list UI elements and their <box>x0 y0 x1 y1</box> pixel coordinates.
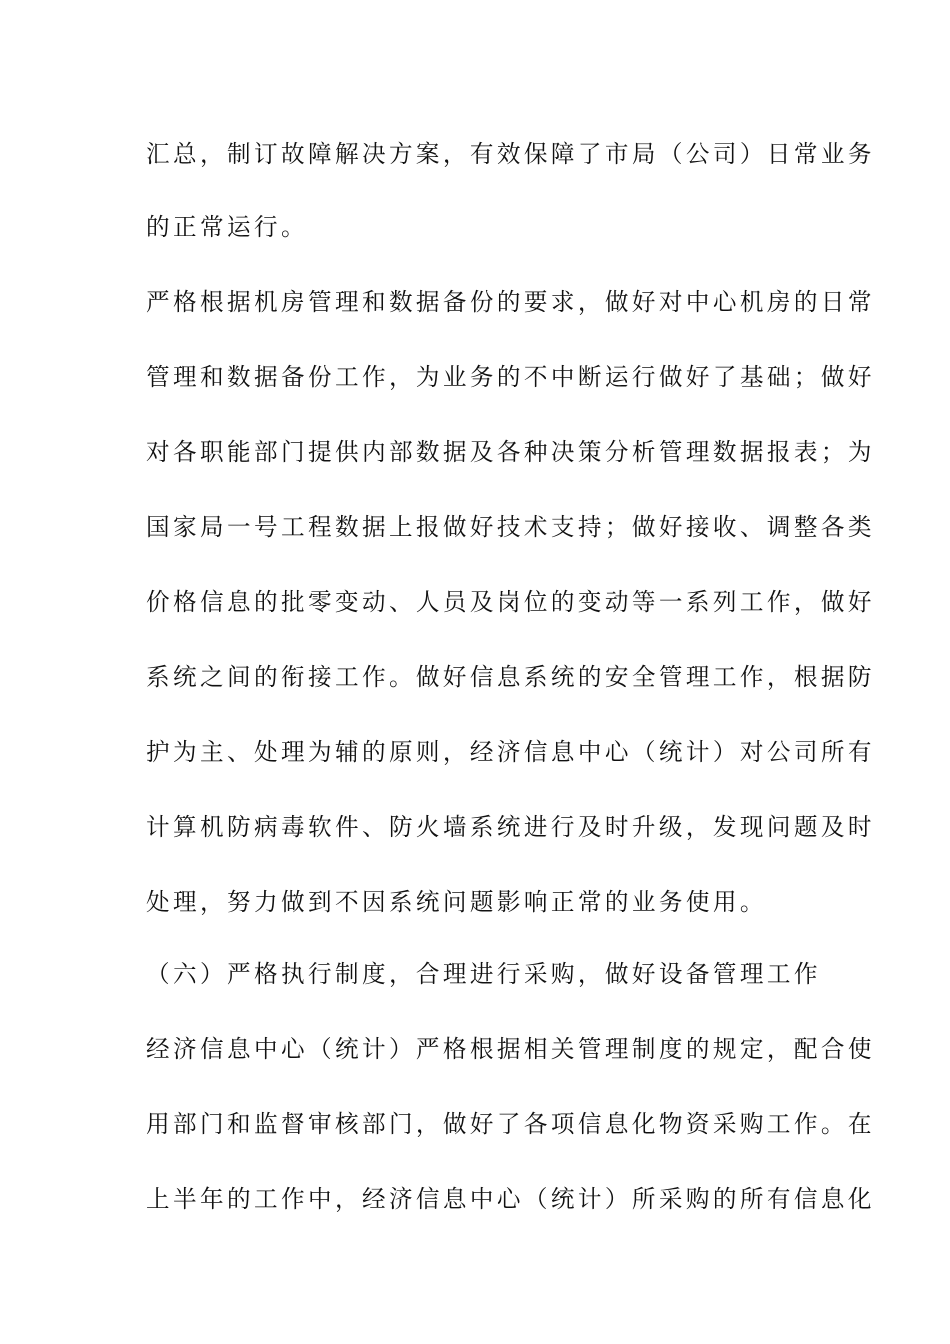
paragraph-line: 计算机防病毒软件、防火墙系统进行及时升级，发现问题及时 <box>146 813 875 841</box>
paragraph-line: 国家局一号工程数据上报做好技术支持；做好接收、调整各类 <box>146 513 875 541</box>
paragraph-line: 价格信息的批零变动、人员及岗位的变动等一系列工作，做好 <box>146 588 875 616</box>
paragraph-line: 对各职能部门提供内部数据及各种决策分析管理数据报表；为 <box>146 438 875 466</box>
paragraph-line: 的正常运行。 <box>146 213 308 241</box>
paragraph-line: 严格根据机房管理和数据备份的要求，做好对中心机房的日常 <box>146 288 875 316</box>
paragraph-line: 汇总，制订故障解决方案，有效保障了市局（公司）日常业务 <box>146 140 875 168</box>
paragraph-line: 管理和数据备份工作，为业务的不中断运行做好了基础；做好 <box>146 363 875 391</box>
paragraph-line: 处理，努力做到不因系统问题影响正常的业务使用。 <box>146 888 767 916</box>
paragraph-line: 经济信息中心（统计）严格根据相关管理制度的规定，配合使 <box>146 1035 875 1063</box>
paragraph-line: 护为主、处理为辅的原则，经济信息中心（统计）对公司所有 <box>146 738 875 766</box>
paragraph-line: 上半年的工作中，经济信息中心（统计）所采购的所有信息化 <box>146 1185 875 1213</box>
section-heading: （六）严格执行制度，合理进行采购，做好设备管理工作 <box>146 960 821 988</box>
paragraph-line: 用部门和监督审核部门，做好了各项信息化物资采购工作。在 <box>146 1110 875 1138</box>
paragraph-line: 系统之间的衔接工作。做好信息系统的安全管理工作，根据防 <box>146 663 875 691</box>
